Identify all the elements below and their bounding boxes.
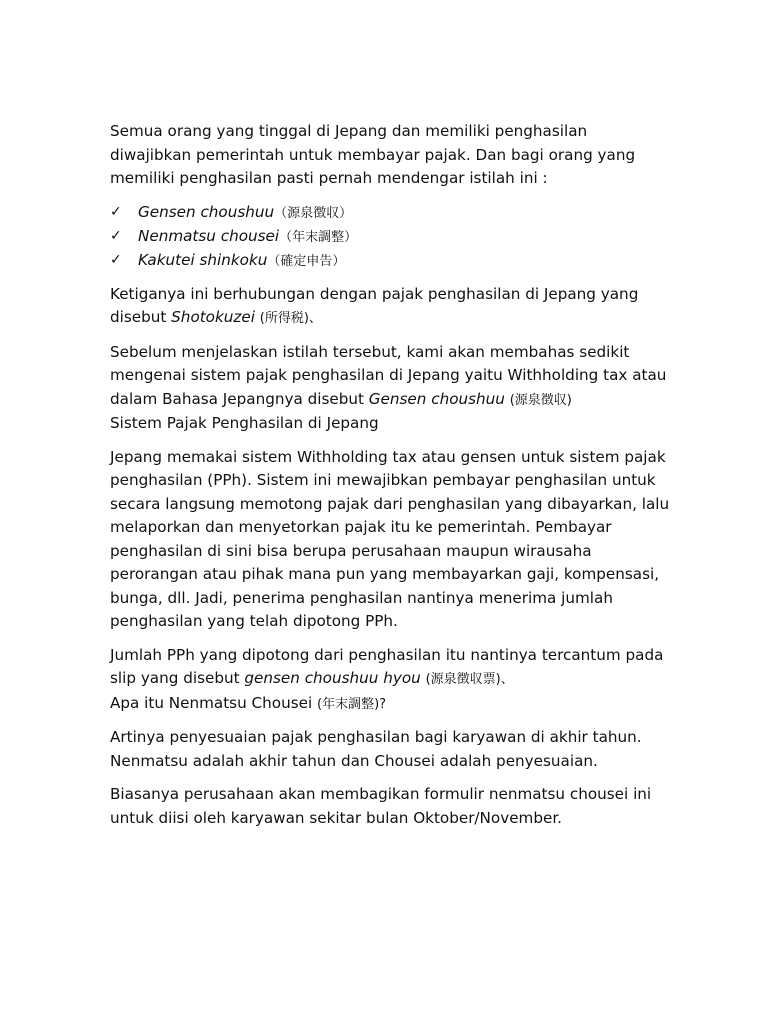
term-kanji: （源泉徴収） <box>274 205 353 221</box>
term-kanji: （確定申告） <box>267 253 346 269</box>
checkmark-icon: ✓ <box>110 203 122 220</box>
term-kanji: (所得税)、 <box>259 311 322 326</box>
term-kanji: （年末調整） <box>279 229 358 245</box>
ketiganya-paragraph <box>110 283 670 331</box>
jumlah-paragraph <box>110 644 670 692</box>
artinya-paragraph: Artinya penyesuaian pajak penghasilan bagi karyawan di akhir tahun. Nenmatsu adalah akhir tahun dan Chousei adalah penyesuaian. <box>110 728 642 770</box>
biasanya-paragraph: Biasanya perusahaan akan membagikan formulir nenmatsu chousei ini untuk diisi oleh karyawan sekitar bulan Oktober/November. <box>110 785 652 827</box>
checkmark-icon: ✓ <box>110 227 122 244</box>
section-heading-sistem: Sistem Pajak Penghasilan di Jepang <box>110 414 379 432</box>
term-checklist <box>110 201 670 273</box>
document-body <box>110 120 670 830</box>
paragraph-text: Jumlah PPh yang dipotong dari penghasilan itu nantinya tercantum pada slip yang disebut <box>110 645 664 687</box>
term-italic: Gensen choushuu <box>368 389 505 408</box>
heading-text: Apa itu Nenmatsu Chousei <box>110 693 317 712</box>
sebelum-paragraph <box>110 341 670 413</box>
heading-kanji: (年末調整)? <box>317 696 387 712</box>
term-italic: gensen choushuu hyou <box>244 669 421 687</box>
term-romaji: Gensen choushuu <box>138 202 275 221</box>
term-kanji: (源泉徴収) <box>509 392 572 408</box>
list-item <box>110 201 670 225</box>
section-heading-apa <box>110 692 670 717</box>
checkmark-icon: ✓ <box>110 251 122 268</box>
term-kanji: (源泉徴収票)、 <box>425 672 514 687</box>
term-italic: Shotokuzei <box>171 308 255 326</box>
term-romaji: Kakutei shinkoku <box>138 250 268 269</box>
list-item <box>110 225 670 249</box>
jepang-paragraph: Jepang memakai sistem Withholding tax atau gensen untuk sistem pajak penghasilan (PPh). Sistem ini mewajibkan pembayar penghasilan untuk secara langsung memotong pajak dari penghasilan yang dibayarkan, lalu melaporkan dan menyetorkan pajak itu ke pemerintah. Pembayar penghasilan di sini bisa berupa perusahaan maupun wirausaha perorangan atau pihak mana pun yang membayarkan gaji, kompensasi, bunga, dll. Jadi, penerima penghasilan nantinya menerima jumlah penghasilan yang telah dipotong PPh. <box>110 447 670 630</box>
list-item <box>110 249 670 273</box>
intro-paragraph: Semua orang yang tinggal di Jepang dan memiliki penghasilan diwajibkan pemerintah untuk membayar pajak. Dan bagi orang yang memiliki penghasilan pasti pernah mendengar istilah ini : <box>110 122 636 187</box>
term-romaji: Nenmatsu chousei <box>138 226 280 245</box>
paragraph-text: Sebelum menjelaskan istilah tersebut, kami akan membahas sedikit mengenai sistem pajak penghasilan di Jepang yaitu Withholding tax atau dalam Bahasa Jepangnya disebut <box>110 342 667 408</box>
paragraph-text: Ketiganya ini berhubungan dengan pajak penghasilan di Jepang yang disebut <box>110 284 639 326</box>
